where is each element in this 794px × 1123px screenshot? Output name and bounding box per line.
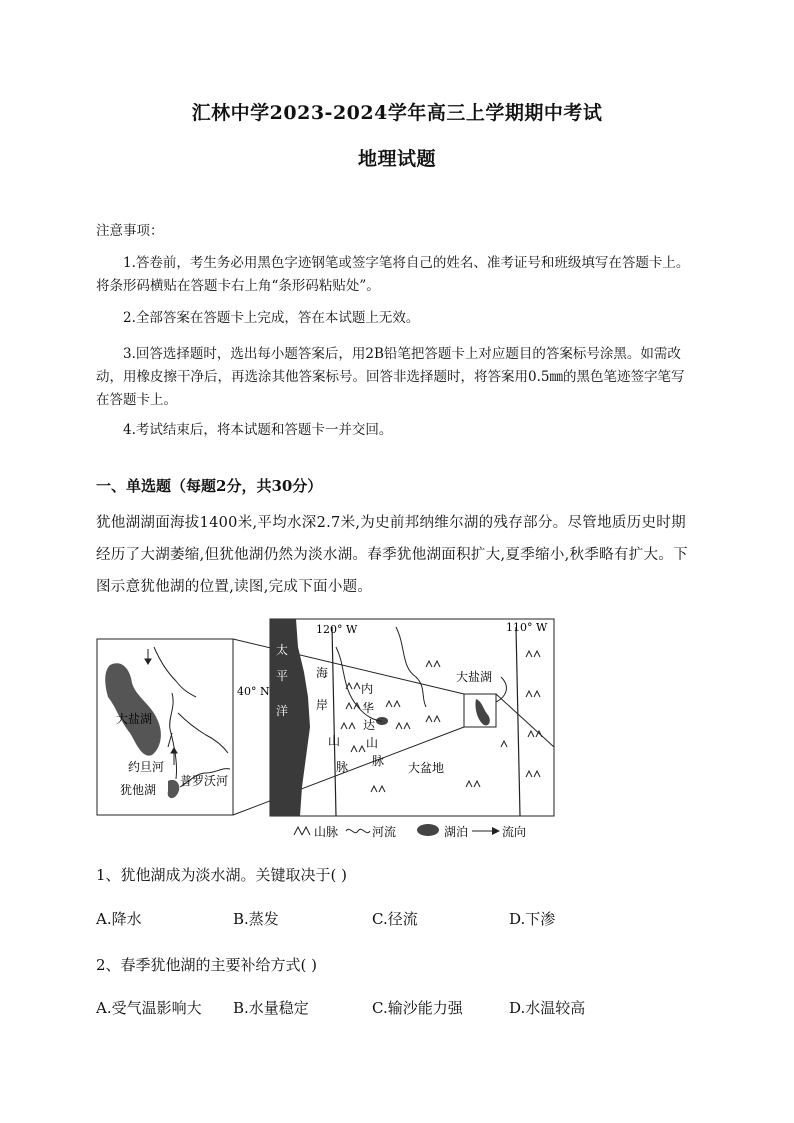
sierra-char-2: 华 [362,701,375,715]
legend-flow-label: 流向 [502,825,527,839]
note-item-2: 2.全部答案在答题卡上完成，答在本试题上无效。 [123,310,420,326]
main-map-frame [270,619,554,816]
lon-110-label: 110° W [506,621,548,634]
coast-range-char-4: 脉 [336,760,349,774]
great-basin-label: 大盆地 [408,761,445,775]
map-legend [294,824,526,839]
passage-text: 犹他湖湖面海拔1400米,平均水深2.7米,为史前邦纳维尔湖的残存部分。尽管地质历史时期经历了大湖萎缩,但犹他湖仍然为淡水湖。春季犹他湖面积扩大,夏季缩小,秋季略有扩大。下图示意犹他湖的位置,读图,完成下面小题。 [96,515,688,595]
pacific-char-3: 洋 [276,704,289,718]
sierra-char-1: 内 [361,682,374,696]
exam-title: 汇林中学2023-2024学年高三上学期期中考试 [191,102,603,124]
inset-provo-river-label: 普罗沃河 [180,774,229,788]
question-2-option-d[interactable]: D.水温较高 [509,999,586,1017]
sierra-char-3: 达 [363,718,376,732]
inset-jordan-river-label: 约旦河 [128,760,165,774]
main-great-salt-lake-label: 大盐湖 [456,670,493,684]
pacific-char-2: 平 [276,669,289,683]
section-title: 一、单选题（每题2分，共30分） [96,477,323,495]
question-1-option-a[interactable]: A.降水 [96,910,142,928]
question-1-option-c[interactable]: C.径流 [372,910,418,928]
coast-range-char-2: 岸 [316,698,329,712]
question-1-option-b[interactable]: B.蒸发 [233,910,279,928]
inset-great-salt-lake-label: 大盐湖 [116,712,153,726]
note-item-1: 1.答卷前，考生务必用黑色字迹钢笔或签字笔将自己的姓名、准考证号和班级填写在答题卡上。将条形码横贴在答题卡右上角“条形码粘贴处”。 [96,255,690,294]
question-1-stem: 1、犹他湖成为淡水湖。关键取决于( ) [96,866,348,884]
legend-river-label: 河流 [372,825,397,839]
question-2-option-a[interactable]: A.受气温影响大 [96,999,202,1017]
question-2-stem: 2、春季犹他湖的主要补给方式( ) [96,956,318,974]
lat-40-label: 40° N [237,685,270,698]
pacific-char-1: 太 [276,643,289,657]
coast-range-char-1: 海 [316,666,329,680]
legend-mountain-label: 山脉 [314,825,339,839]
exam-subtitle: 地理试题 [357,148,436,170]
note-item-3: 3.回答选择题时，选出每小题答案后，用2B铅笔把答题卡上对应题目的答案标号涂黑。如需改动，用橡皮擦干净后，再选涂其他答案标号。回答非选择题时，将答案用0.5㎜的黑色笔迹签字笔写在答题卡上。 [96,346,685,408]
question-2-option-c[interactable]: C.输沙能力强 [372,999,463,1017]
notes-label: 注意事项： [96,223,164,239]
lon-120-label: 120° W [316,623,358,636]
sierra-char-5: 脉 [372,754,385,768]
inset-utah-lake-label: 犹他湖 [120,783,157,797]
sierra-char-4: 山 [366,736,379,750]
note-item-4: 4.考试结束后，将本试题和答题卡一并交回。 [123,422,393,438]
question-1-option-d[interactable]: D.下渗 [509,910,556,928]
question-2-option-b[interactable]: B.水量稳定 [233,999,309,1017]
coast-range-char-3: 山 [328,734,341,748]
utah-lake-map [96,617,556,847]
legend-lake-label: 湖泊 [444,825,469,839]
